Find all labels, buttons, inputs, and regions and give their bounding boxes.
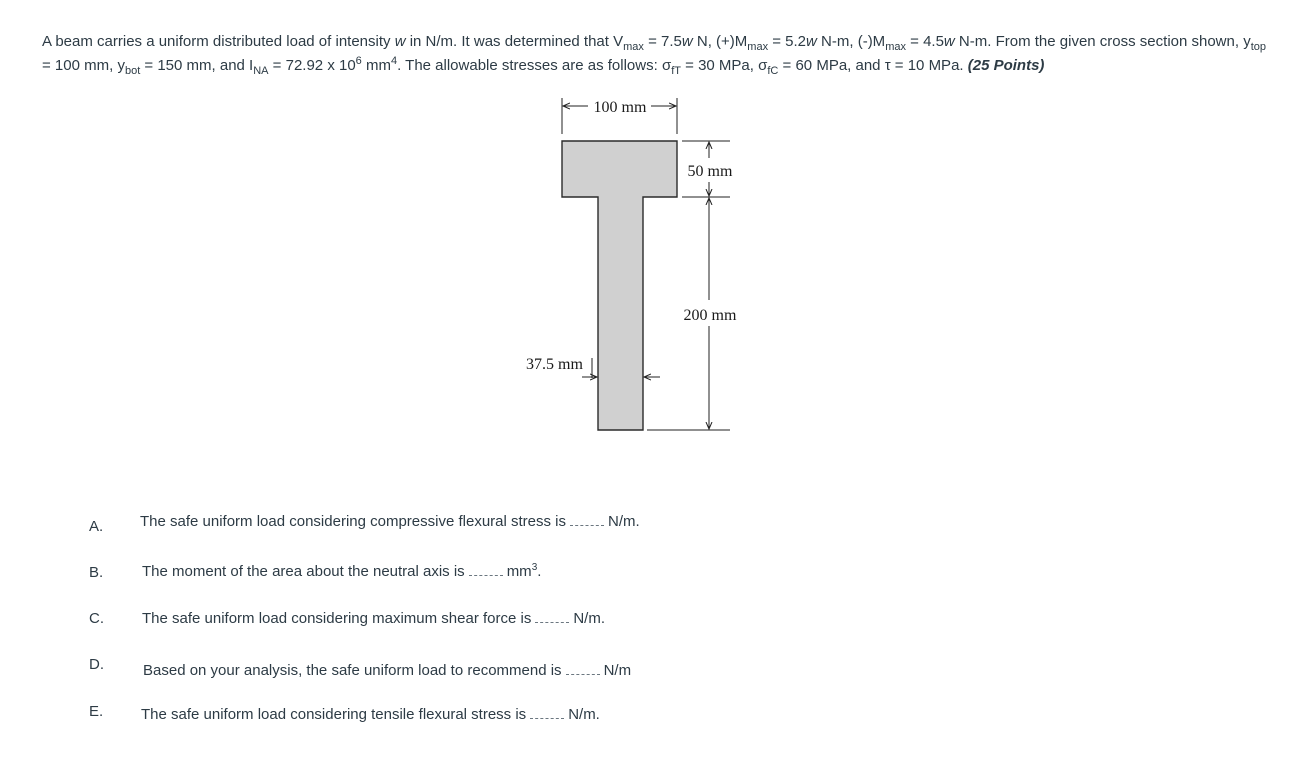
question-c-text	[142, 610, 605, 627]
answer-blank	[566, 664, 600, 675]
question-text: The safe uniform load considering maximum shear force is	[142, 610, 532, 627]
question-text: The moment of the area about the neutral axis is	[142, 563, 465, 580]
question-b-letter: B.	[89, 564, 104, 581]
subscript: top	[1250, 41, 1266, 53]
answer-blank	[535, 612, 569, 623]
points-label: (25 Points)	[967, 57, 1045, 74]
question-text: The safe uniform load considering tensile flexural stress is	[141, 706, 527, 723]
superscript: 3	[531, 562, 538, 573]
subscript: max	[885, 41, 906, 53]
problem-text: = 30 MPa, σ	[680, 57, 768, 74]
question-unit: N/m.	[568, 706, 600, 723]
question-text: Based on your analysis, the safe uniform load to recommend is	[143, 662, 562, 679]
question-unit: N/m.	[573, 610, 606, 627]
t-section-figure	[500, 90, 760, 450]
problem-text: = 4.5	[905, 33, 944, 50]
subscript: fT	[671, 65, 681, 77]
answer-blank	[469, 565, 503, 576]
problem-text: = 150 mm, and I	[140, 57, 254, 74]
question-a-letter: A.	[89, 518, 104, 535]
superscript: 6	[355, 55, 362, 67]
question-d-text	[143, 662, 631, 679]
problem-text: mm	[361, 57, 391, 74]
problem-statement	[42, 30, 1272, 78]
problem-text: = 60 MPa, and τ = 10 MPa.	[778, 57, 968, 74]
problem-text: = 5.2	[768, 33, 807, 50]
superscript: 4	[390, 55, 398, 67]
subscript: fC	[767, 65, 779, 77]
problem-text: A beam carries a uniform distributed load of intensity	[42, 33, 395, 50]
question-e-letter: E.	[89, 703, 104, 720]
problem-text: = 72.92 x 10	[268, 57, 356, 74]
problem-text: N, (+)M	[692, 33, 748, 50]
subscript: max	[623, 41, 644, 53]
problem-text: = 7.5	[643, 33, 682, 50]
question-b-text	[142, 563, 541, 580]
problem-text: N-m, (-)M	[816, 33, 886, 50]
answer-blank	[570, 515, 604, 526]
question-c-letter: C.	[89, 610, 104, 627]
t-section-diagram	[500, 90, 760, 450]
problem-text: N-m. From the given cross section shown, y	[954, 33, 1251, 50]
question-d-letter: D.	[89, 656, 104, 673]
question-unit: N/m.	[608, 513, 640, 530]
subscript: bot	[124, 65, 141, 77]
web-height-label: 200 mm	[683, 307, 737, 324]
answer-blank	[530, 708, 564, 719]
question-a-text	[140, 513, 640, 530]
question-text: .	[537, 563, 542, 580]
t-section-shape	[562, 141, 677, 430]
question-unit: mm	[506, 563, 532, 580]
problem-text: w	[394, 33, 406, 50]
question-text: The safe uniform load considering compressive flexural stress is	[140, 513, 567, 530]
flange-width-label: 100 mm	[593, 99, 647, 116]
problem-text: w	[806, 33, 817, 50]
subscript: max	[747, 41, 769, 53]
question-e-text	[141, 706, 600, 723]
subscript: NA	[253, 65, 269, 77]
problem-text: . The allowable stresses are as follows: σ	[397, 57, 672, 74]
problem-text: in N/m. It was determined that V	[405, 33, 624, 50]
flange-thickness-label: 50 mm	[687, 163, 733, 180]
problem-text: w	[681, 33, 693, 50]
problem-text: = 100 mm, y	[42, 57, 125, 74]
web-width-label: 37.5 mm	[526, 356, 583, 373]
question-unit: N/m	[603, 662, 632, 679]
problem-text: w	[943, 33, 955, 50]
